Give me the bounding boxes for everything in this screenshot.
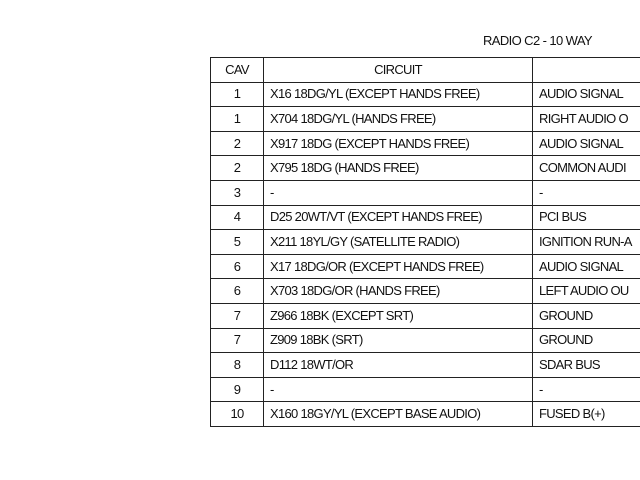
circuit-cell: X704 18DG/YL (HANDS FREE) — [264, 107, 533, 132]
circuit-cell: - — [264, 377, 533, 402]
table-row — [211, 82, 640, 107]
function-cell: AUDIO SIGNAL — [533, 131, 640, 156]
cav-cell: 3 — [211, 180, 264, 205]
table-row — [211, 303, 640, 328]
function-cell: AUDIO SIGNAL — [533, 254, 640, 279]
cav-cell: 8 — [211, 353, 264, 378]
cav-cell: 2 — [211, 156, 264, 181]
table-row — [211, 279, 640, 304]
cav-cell: 7 — [211, 328, 264, 353]
header-function — [533, 58, 640, 83]
table-row — [211, 353, 640, 378]
table-row — [211, 328, 640, 353]
function-cell: PCI BUS — [533, 205, 640, 230]
cav-cell: 5 — [211, 230, 264, 255]
table-row — [211, 180, 640, 205]
cav-cell: 6 — [211, 254, 264, 279]
function-cell: AUDIO SIGNAL — [533, 82, 640, 107]
cav-cell: 4 — [211, 205, 264, 230]
function-cell: FUSED B(+) — [533, 402, 640, 427]
circuit-cell: - — [264, 180, 533, 205]
connector-title: RADIO C2 - 10 WAY — [483, 33, 592, 48]
function-cell: SDAR BUS — [533, 353, 640, 378]
table-row — [211, 230, 640, 255]
cav-cell: 6 — [211, 279, 264, 304]
function-cell: IGNITION RUN-A — [533, 230, 640, 255]
function-cell: RIGHT AUDIO O — [533, 107, 640, 132]
function-cell: - — [533, 377, 640, 402]
cav-cell: 1 — [211, 107, 264, 132]
table-row — [211, 107, 640, 132]
cav-cell: 9 — [211, 377, 264, 402]
circuit-cell: X917 18DG (EXCEPT HANDS FREE) — [264, 131, 533, 156]
table-row — [211, 402, 640, 427]
header-circuit: CIRCUIT — [264, 58, 533, 83]
cav-cell: 1 — [211, 82, 264, 107]
circuit-cell: D25 20WT/VT (EXCEPT HANDS FREE) — [264, 205, 533, 230]
circuit-cell: Z966 18BK (EXCEPT SRT) — [264, 303, 533, 328]
table-row — [211, 156, 640, 181]
circuit-cell: X160 18GY/YL (EXCEPT BASE AUDIO) — [264, 402, 533, 427]
circuit-cell: Z909 18BK (SRT) — [264, 328, 533, 353]
function-cell: LEFT AUDIO OU — [533, 279, 640, 304]
circuit-cell: X16 18DG/YL (EXCEPT HANDS FREE) — [264, 82, 533, 107]
pinout-table-container — [210, 57, 640, 427]
function-cell: GROUND — [533, 328, 640, 353]
table-row — [211, 131, 640, 156]
circuit-cell: D112 18WT/OR — [264, 353, 533, 378]
cav-cell: 10 — [211, 402, 264, 427]
table-row — [211, 254, 640, 279]
circuit-cell: X703 18DG/OR (HANDS FREE) — [264, 279, 533, 304]
circuit-cell: X17 18DG/OR (EXCEPT HANDS FREE) — [264, 254, 533, 279]
header-cav: CAV — [211, 58, 264, 83]
circuit-cell: X795 18DG (HANDS FREE) — [264, 156, 533, 181]
circuit-cell: X211 18YL/GY (SATELLITE RADIO) — [264, 230, 533, 255]
cav-cell: 7 — [211, 303, 264, 328]
table-row — [211, 205, 640, 230]
function-cell: COMMON AUDI — [533, 156, 640, 181]
function-cell: GROUND — [533, 303, 640, 328]
table-header-row — [211, 58, 640, 83]
cav-cell: 2 — [211, 131, 264, 156]
table-row — [211, 377, 640, 402]
function-cell: - — [533, 180, 640, 205]
pinout-table — [210, 57, 640, 427]
